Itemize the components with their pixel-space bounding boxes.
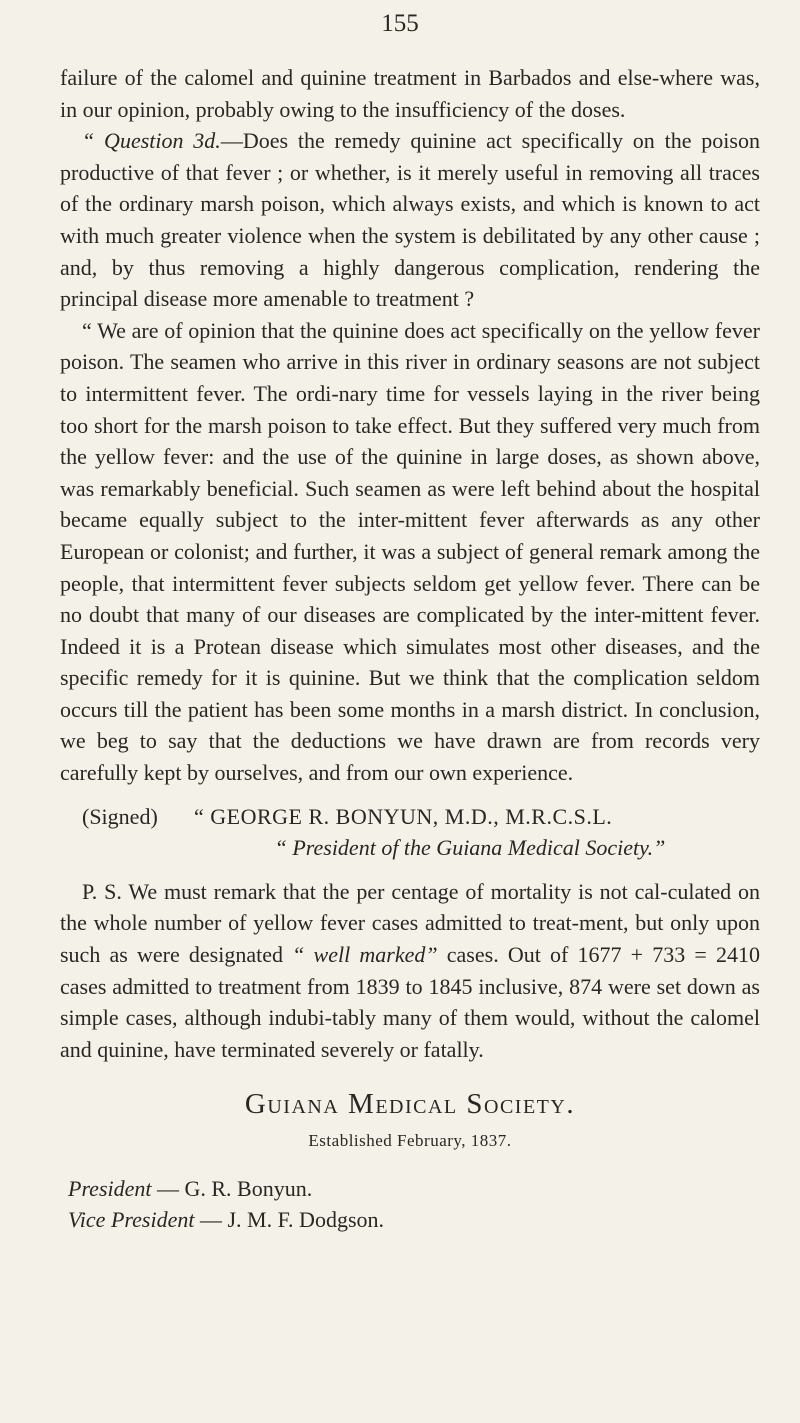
postscript-emphasis: “ well marked” [292, 942, 438, 968]
paragraph-continuation: failure of the calomel and quinine treatment in Barbados and else-where was, in our opinion, probably owing to the insufficiency of the doses. [60, 65, 760, 122]
question-text: —Does the remedy quinine act specifically on the poison productive of that fever ; or whether, is it merely useful in removing all traces of the ordinary marsh poison, which always exists, and which is known to act with much greater violence when the system is debilitated by any other cause ; and, by thus removing a highly dangerous complication, rendering the principal disease more amenable to treatment ? [60, 128, 760, 312]
answer-paragraph: “ We are of opinion that the quinine does act specifically on the yellow fever poison. The seamen who arrive in this river in ordinary seasons are not subject to intermittent fever. The ordi-nary time for vessels laying in the river being too short for the marsh poison to take effect. But they suffered very much from the yellow fever: and the use of the quinine in large doses, as shown above, was remarkably beneficial. Such seamen as were left behind about the hospital became equally subject to the inter-mittent fever afterwards as any other European or colonist; and further, it was a subject of general remark among the people, that intermittent fever subjects seldom get yellow fever. There can be no doubt that many of our diseases are complicated by the inter-mittent fever. Indeed it is a Protean disease which simulates most other diseases, and the specific remedy for it is quinine. But we think that the complication seldom occurs till the patient has been some months in a marsh district. In conclusion, we beg to say that the deductions we have drawn are from records very carefully kept by ourselves, and from our own experience. [60, 317, 760, 786]
president-name: — G. R. Bonyun. [151, 1175, 313, 1201]
society-heading: Guiana Medical Society. [244, 1088, 576, 1121]
vice-president-line [60, 1204, 760, 1236]
vice-president-name: — J. M. F. Dodgson. [194, 1207, 384, 1233]
vice-president-label: Vice President [68, 1207, 195, 1233]
page-number: 155 [381, 10, 419, 37]
signatory-title: “ President of the Guiana Medical Society.” [274, 835, 666, 861]
document-body [60, 62, 760, 1236]
signed-label: (Signed) [82, 803, 158, 829]
signatory-name: “ GEORGE R. BONYUN, M.D., M.R.C.S.L. [194, 803, 613, 829]
president-label: President [68, 1175, 152, 1201]
question-label: “ Question 3d. [82, 128, 221, 154]
president-line [60, 1173, 760, 1205]
postscript: P. S. We must remark that the per centage of mortality is not cal-culated on the whole number of yellow fever cases admitted to treat-ment, but only upon such as were designated “ well marked” cases. Out of 1677 + 733 = 2410 cases admitted to treatment from 1839 to 1845 inclusive, 874 were set down as simple cases, although indubi-tably many of them would, without the calomel and quinine, have terminated severely or fatally. [60, 878, 760, 1062]
signature-line [60, 801, 760, 833]
established-date: Established February, 1837. [308, 1131, 512, 1150]
question-paragraph [60, 125, 760, 315]
